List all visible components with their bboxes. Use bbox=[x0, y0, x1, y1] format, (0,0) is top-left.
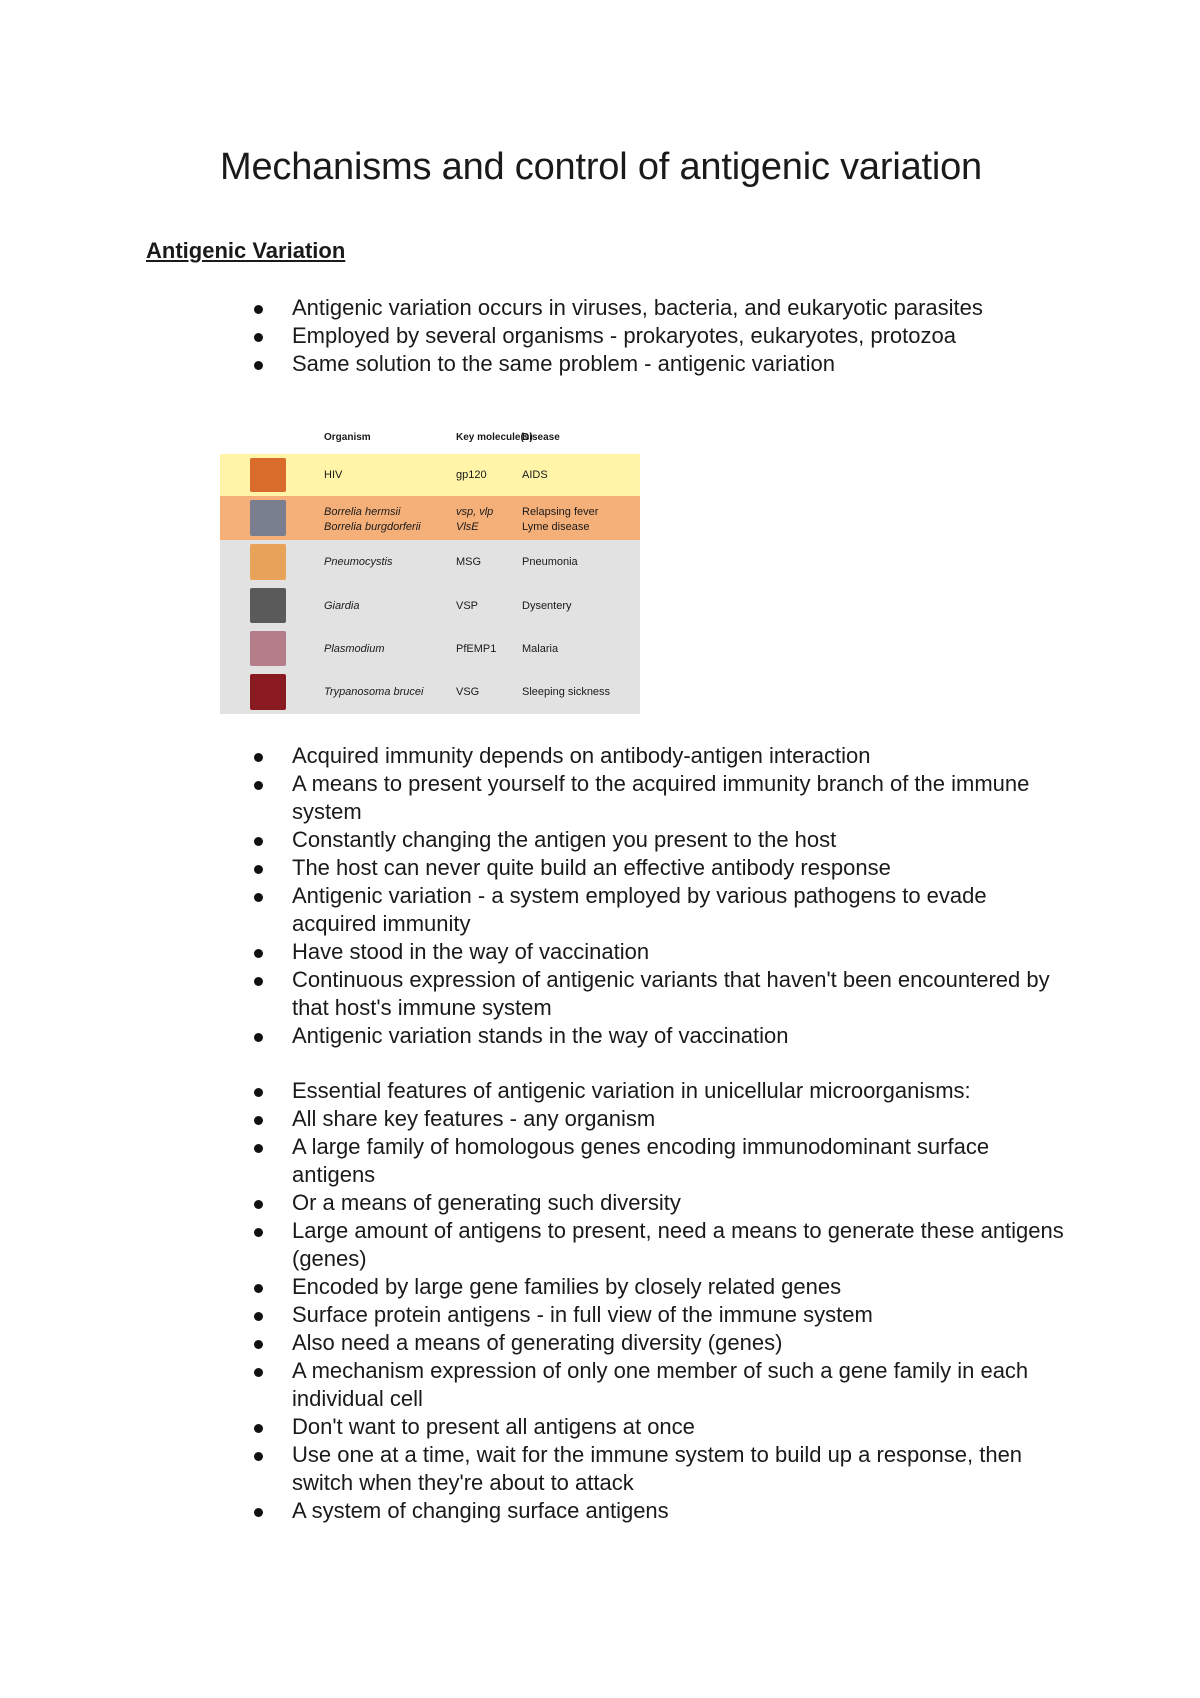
column-header-organism: Organism bbox=[324, 432, 371, 443]
list-item bbox=[0, 1497, 1072, 1525]
list-item bbox=[0, 1441, 1072, 1497]
cell-molecule: VSG bbox=[456, 686, 480, 698]
immunity-bullet-list bbox=[0, 742, 1072, 1050]
list-item-text: Antigenic variation stands in the way of vaccination bbox=[292, 1023, 789, 1048]
list-item-text: Or a means of generating such diversity bbox=[292, 1190, 681, 1215]
list-item-text: A large family of homologous genes encoding immunodominant surface antigens bbox=[292, 1134, 990, 1187]
cell-disease: Relapsing fever bbox=[522, 506, 599, 518]
bullet-icon bbox=[254, 1033, 263, 1042]
giardia-icon bbox=[250, 588, 286, 623]
cell-disease: Pneumonia bbox=[522, 556, 578, 568]
bullet-icon bbox=[254, 333, 263, 342]
bullet-icon bbox=[254, 1200, 263, 1209]
bullet-icon bbox=[254, 949, 263, 958]
bullet-icon bbox=[254, 1424, 263, 1433]
list-item-text: Essential features of antigenic variation in unicellular microorganisms: bbox=[292, 1078, 971, 1103]
cell-organism: Plasmodium bbox=[324, 643, 385, 655]
column-header-disease: Disease bbox=[522, 432, 560, 443]
list-item bbox=[0, 854, 1072, 882]
list-item-text: Antigenic variation - a system employed by various pathogens to evade acquired immunity bbox=[292, 883, 987, 936]
list-item bbox=[0, 1022, 1072, 1050]
table-row bbox=[220, 540, 640, 584]
list-item bbox=[0, 1217, 1072, 1273]
list-item-text: All share key features - any organism bbox=[292, 1106, 656, 1131]
table-row bbox=[220, 670, 640, 714]
list-item-text: Also need a means of generating diversity (genes) bbox=[292, 1330, 783, 1355]
list-item-text: Constantly changing the antigen you present to the host bbox=[292, 827, 837, 852]
cell-disease: AIDS bbox=[522, 469, 548, 481]
bullet-icon bbox=[254, 1368, 263, 1377]
list-item-text: The host can never quite build an effective antibody response bbox=[292, 855, 891, 880]
bullet-icon bbox=[254, 1284, 263, 1293]
cell-organism: Giardia bbox=[324, 600, 360, 612]
list-item bbox=[0, 966, 1072, 1022]
cell-disease: Dysentery bbox=[522, 600, 572, 612]
list-item-text: Encoded by large gene families by closely related genes bbox=[292, 1274, 842, 1299]
list-item-text: Same solution to the same problem - antigenic variation bbox=[292, 351, 835, 376]
bullet-icon bbox=[254, 1144, 263, 1153]
list-item-text: Antigenic variation occurs in viruses, bacteria, and eukaryotic parasites bbox=[292, 295, 983, 320]
list-item bbox=[0, 1301, 1072, 1329]
list-item bbox=[0, 742, 1072, 770]
bullet-icon bbox=[254, 1508, 263, 1517]
cell-disease: Malaria bbox=[522, 643, 559, 655]
bullet-icon bbox=[254, 781, 263, 790]
list-item bbox=[0, 826, 1072, 854]
plasmodium-icon bbox=[250, 631, 286, 666]
bullet-icon bbox=[254, 977, 263, 986]
list-item-text: Don't want to present all antigens at once bbox=[292, 1414, 695, 1439]
list-item bbox=[0, 1105, 1072, 1133]
cell-disease: Lyme disease bbox=[522, 521, 590, 533]
table-row bbox=[220, 496, 640, 540]
list-item bbox=[0, 1189, 1072, 1217]
list-item bbox=[0, 294, 1072, 322]
list-item bbox=[0, 1413, 1072, 1441]
cell-organism: Pneumocystis bbox=[324, 556, 393, 568]
bullet-icon bbox=[254, 1452, 263, 1461]
list-item bbox=[0, 1329, 1072, 1357]
cell-molecule: vsp, vlp bbox=[456, 506, 494, 518]
bullet-icon bbox=[254, 893, 263, 902]
list-item bbox=[0, 1077, 1072, 1105]
bullet-icon bbox=[254, 753, 263, 762]
list-item bbox=[0, 350, 1072, 378]
intro-bullet-list bbox=[0, 294, 1072, 378]
trypanosome-icon bbox=[250, 674, 286, 710]
list-item-text: Continuous expression of antigenic variants that haven't been encountered by that host's immune system bbox=[292, 967, 1050, 1020]
features-bullet-list bbox=[0, 1077, 1072, 1525]
list-item-text: A system of changing surface antigens bbox=[292, 1498, 669, 1523]
bullet-icon bbox=[254, 1228, 263, 1237]
bullet-icon bbox=[254, 361, 263, 370]
list-item-text: Employed by several organisms - prokaryotes, eukaryotes, protozoa bbox=[292, 323, 956, 348]
bullet-icon bbox=[254, 305, 263, 314]
cell-molecule: VlsE bbox=[456, 521, 479, 533]
bullet-icon bbox=[254, 1116, 263, 1125]
bullet-icon bbox=[254, 865, 263, 874]
cell-organism: HIV bbox=[324, 469, 343, 481]
cell-molecule: MSG bbox=[456, 556, 482, 568]
list-item bbox=[0, 1133, 1072, 1189]
cell-organism: Borrelia hermsii bbox=[324, 506, 401, 518]
list-item-text: A mechanism expression of only one member of such a gene family in each individual cell bbox=[292, 1358, 1029, 1411]
list-item bbox=[0, 322, 1072, 350]
bullet-icon bbox=[254, 1312, 263, 1321]
table-row bbox=[220, 627, 640, 670]
list-item-text: Acquired immunity depends on antibody-antigen interaction bbox=[292, 743, 871, 768]
bullet-icon bbox=[254, 1088, 263, 1097]
virus-icon bbox=[250, 458, 286, 492]
spirochete-icon bbox=[250, 500, 286, 536]
list-item bbox=[0, 938, 1072, 966]
bullet-icon bbox=[254, 1340, 263, 1349]
cell-molecule: VSP bbox=[456, 600, 479, 612]
list-item-text: Surface protein antigens - in full view of the immune system bbox=[292, 1302, 873, 1327]
section-heading: Antigenic Variation bbox=[146, 238, 346, 263]
cell-organism: Trypanosoma brucei bbox=[324, 686, 424, 698]
list-item-text: A means to present yourself to the acquired immunity branch of the immune system bbox=[292, 771, 1030, 824]
list-item bbox=[0, 882, 1072, 938]
cell-molecule: PfEMP1 bbox=[456, 643, 497, 655]
fungus-icon bbox=[250, 544, 286, 580]
page-title: Mechanisms and control of antigenic variation bbox=[220, 146, 982, 188]
table-row bbox=[220, 454, 640, 496]
column-header-key-molecules: Key molecule(s) bbox=[456, 432, 533, 443]
list-item bbox=[0, 1273, 1072, 1301]
list-item-text: Large amount of antigens to present, need a means to generate these antigens (genes) bbox=[292, 1218, 1064, 1271]
list-item-text: Use one at a time, wait for the immune system to build up a response, then switch when they're about to attack bbox=[292, 1442, 1023, 1495]
cell-organism: Borrelia burgdorferii bbox=[324, 521, 421, 533]
table-row bbox=[220, 584, 640, 627]
cell-molecule: gp120 bbox=[456, 469, 487, 481]
cell-disease: Sleeping sickness bbox=[522, 686, 611, 698]
bullet-icon bbox=[254, 837, 263, 846]
list-item bbox=[0, 770, 1072, 826]
organism-table-figure bbox=[220, 432, 640, 714]
list-item bbox=[0, 1357, 1072, 1413]
list-item-text: Have stood in the way of vaccination bbox=[292, 939, 650, 964]
